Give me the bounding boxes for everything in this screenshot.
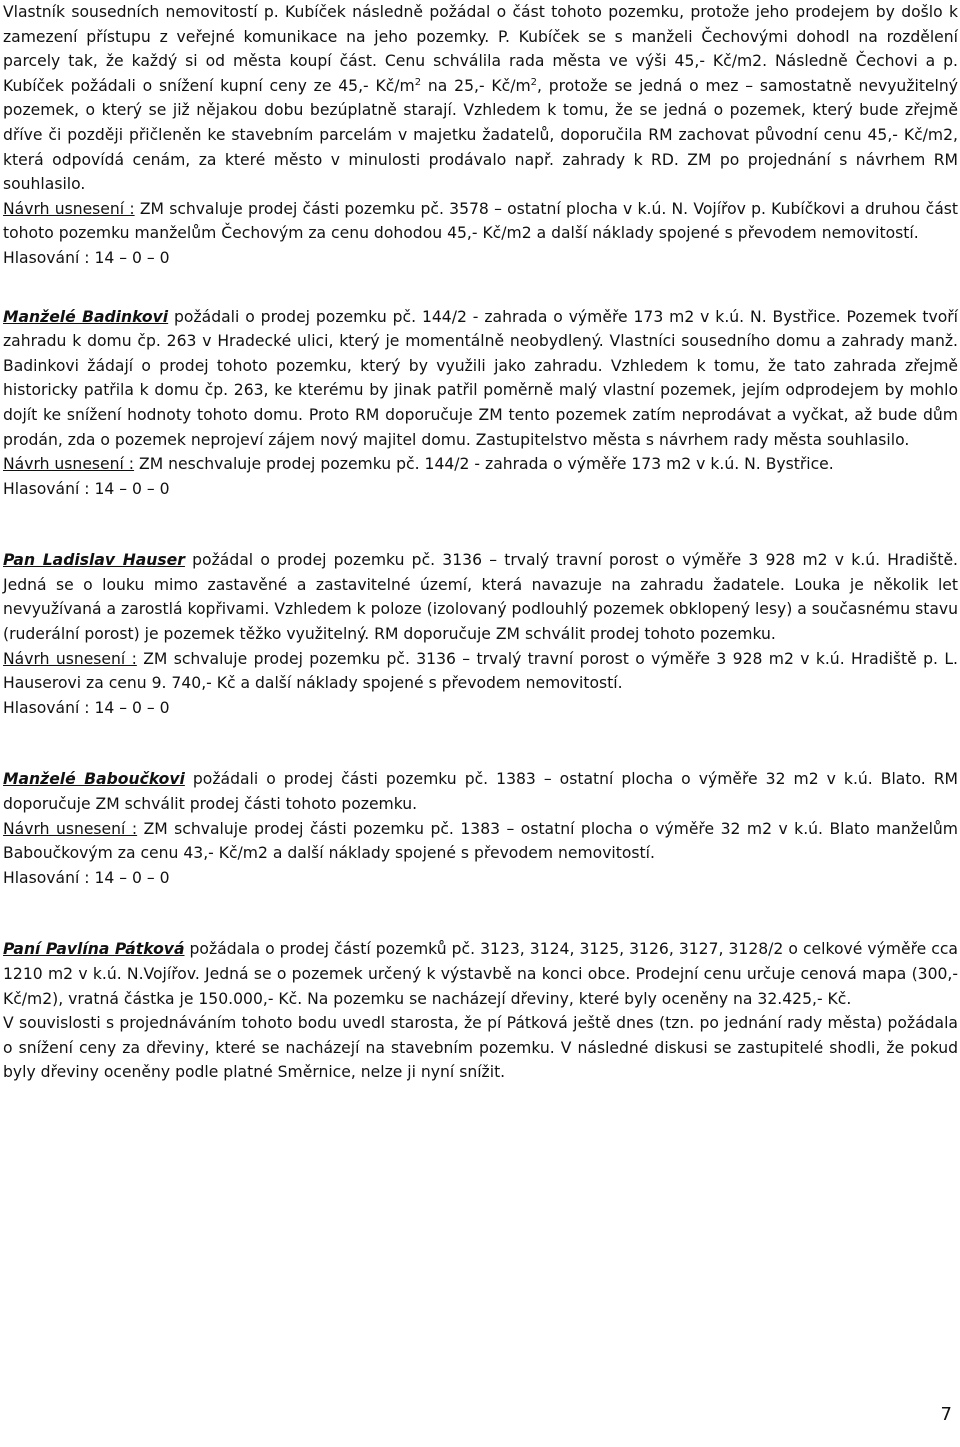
proposal-label: Návrh usnesení :	[3, 199, 135, 218]
request-text: požádali o prodej pozemku pč. 144/2 - zahrada o výměře 173 m2 v k.ú. N. Bystřice. Pozemek tvoří zahradu k domu čp. 263 v Hradecké ulici, který je momentálně neobydlený. Vlastníci sousedního domu a zahrady manž. Badinkovi žádají o prodej tohoto pozemku, který by využili jako zahradu. Vzhledem k tomu, že tato zahrada zřejmě historicky patřila k domu čp. 263, ke kterému by jinak patřil poměrně malý vlastní pozemek, jejím odprodejem by mohlo dojít ke snížení hodnoty tohoto domu. Proto RM doporučuje ZM tento pozemek zatím neprodávat a vyčkat, až bude dům prodán, zda o pozemek neprojeví zájem nový majitel domu. Zastupitelstvo města s návrhem rady města souhlasilo.	[3, 307, 958, 449]
applicant-name: Paní Pavlína Pátková	[3, 940, 185, 959]
vote-result: Hlasování : 14 – 0 – 0	[3, 479, 170, 498]
applicant-name: Manželé Baboučkovi	[3, 770, 185, 789]
page-number: 7	[940, 1404, 952, 1425]
vote-result: Hlasování : 14 – 0 – 0	[3, 868, 170, 887]
proposal-paragraph	[3, 817, 958, 866]
proposal-text: ZM neschvaluje prodej pozemku pč. 144/2 - zahrada o výměře 173 m2 v k.ú. N. Bystřice.	[134, 455, 834, 474]
proposal-paragraph	[3, 452, 958, 477]
paragraph-patkova-discussion: V souvislosti s projednáváním tohoto bodu uvedl starosta, že pí Pátková ještě dnes (tzn. po jednání rady města) požádala o snížení ceny za dřeviny, které se nacházejí na stavebním pozemku. V následné diskusi se zastupitelé shodli, že pokud byly dřeviny oceněny podle platné Směrnice, nelze ji nyní snížit.	[3, 1014, 958, 1082]
request-text: požádal o prodej pozemku pč. 3136 – trvalý travní porost o výměře 3 928 m2 v k.ú. Hradiště. Jedná se o louku mimo zastavěné a zastavitelné území, která navazuje na zahradu žadatele. Louka je několik let nevyužívaná a zarostlá kopřivami. Vzhledem k poloze (izolovaný podlouhlý pozemek obklopený lesy) a současnému stavu (ruderální porost) je pozemek těžko využitelný. RM doporučuje ZM schválit prodej tohoto pozemku.	[3, 551, 958, 644]
paragraph-badinkovi	[3, 305, 958, 453]
paragraph-baboucekovi	[3, 767, 958, 816]
text-part: Vlastník sousedních nemovitostí p. Kubíček následně požádal o část tohoto pozemku, protože jeho prodejem by došlo k zamezení přístupu z veřejné komunikace na jeho pozemky. P. Kubíček se s manželi Čechovými dohodl na rozdělení parcely tak, že každý si od města koupí část. Cenu schválila rada města ve výši 45,- Kč/m2. Následně Čechovi a p. Kubíček požádali o snížení kupní ceny ze 45,- Kč/m	[3, 3, 958, 95]
section-kubicek-cechovi	[3, 0, 958, 271]
spacer	[3, 501, 958, 548]
proposal-label: Návrh usnesení :	[3, 455, 135, 474]
proposal-text: ZM schvaluje prodej části pozemku pč. 3578 – ostatní plocha v k.ú. N. Vojířov p. Kubíčkovi a druhou část tohoto pozemku manželům Čechovým za cenu dohodou 45,- Kč/m2 a další náklady spojené s převodem nemovitostí.	[3, 199, 958, 243]
document-page	[3, 0, 958, 1085]
text-part: na 25,- Kč/m	[421, 76, 531, 95]
spacer	[3, 890, 958, 937]
section-badinkovi	[3, 305, 958, 502]
proposal-label: Návrh usnesení :	[3, 649, 137, 668]
proposal-paragraph	[3, 647, 958, 696]
vote-result: Hlasování : 14 – 0 – 0	[3, 248, 170, 267]
proposal-text: ZM schvaluje prodej pozemku pč. 3136 – trvalý travní porost o výměře 3 928 m2 v k.ú. Hradiště p. L. Hauserovi za cenu 9. 740,- Kč a další náklady spojené s převodem nemovitostí.	[3, 649, 958, 693]
proposal-text: ZM schvaluje prodej části pozemku pč. 1383 – ostatní plocha o výměře 32 m2 v k.ú. Blato manželům Baboučkovým za cenu 43,- Kč/m2 a další náklady spojené s převodem nemovitostí.	[3, 819, 958, 863]
text-part: , protože se jedná o mez – samostatně nevyužitelný pozemek, o který se již nějakou dobu bezúplatně starají. Vzhledem k tomu, že se jedná o pozemek, který bude zřejmě dříve či později přičleněn ke stavebním parcelám v majetku žadatelů, doporučila RM zachovat původní cenu 45,- Kč/m2, která odpovídá cenám, za které město v minulosti prodávalo např. zahrady k RD. ZM po projednání s návrhem RM souhlasilo.	[3, 76, 958, 194]
proposal-label: Návrh usnesení :	[3, 819, 138, 838]
superscript: 2	[530, 76, 538, 88]
request-text: požádali o prodej části pozemku pč. 1383 – ostatní plocha o výměře 32 m2 v k.ú. Blato. RM doporučuje ZM schválit prodej části tohoto pozemku.	[3, 770, 958, 814]
superscript: 2	[414, 76, 422, 88]
spacer	[3, 720, 958, 767]
request-text: požádala o prodej částí pozemků pč. 3123, 3124, 3125, 3126, 3127, 3128/2 o celkové výměře cca 1210 m2 v k.ú. N.Vojířov. Jedná se o pozemek určený k výstavbě na konci obce. Prodejní cenu určuje cenová mapa (300,- Kč/m2), vratná částka je 150.000,- Kč. Na pozemku se nacházejí dřeviny, které byly oceněny na 32.425,- Kč.	[3, 940, 958, 1008]
paragraph-hauser	[3, 548, 958, 646]
applicant-name: Manželé Badinkovi	[3, 307, 169, 326]
section-hauser	[3, 548, 958, 720]
applicant-name: Pan Ladislav Hauser	[3, 551, 185, 570]
spacer	[3, 271, 958, 305]
proposal-paragraph	[3, 197, 958, 246]
paragraph-kubicek	[3, 0, 958, 197]
section-baboucekovi	[3, 767, 958, 890]
paragraph-patkova	[3, 937, 958, 1011]
section-patkova	[3, 937, 958, 1085]
vote-result: Hlasování : 14 – 0 – 0	[3, 698, 170, 717]
